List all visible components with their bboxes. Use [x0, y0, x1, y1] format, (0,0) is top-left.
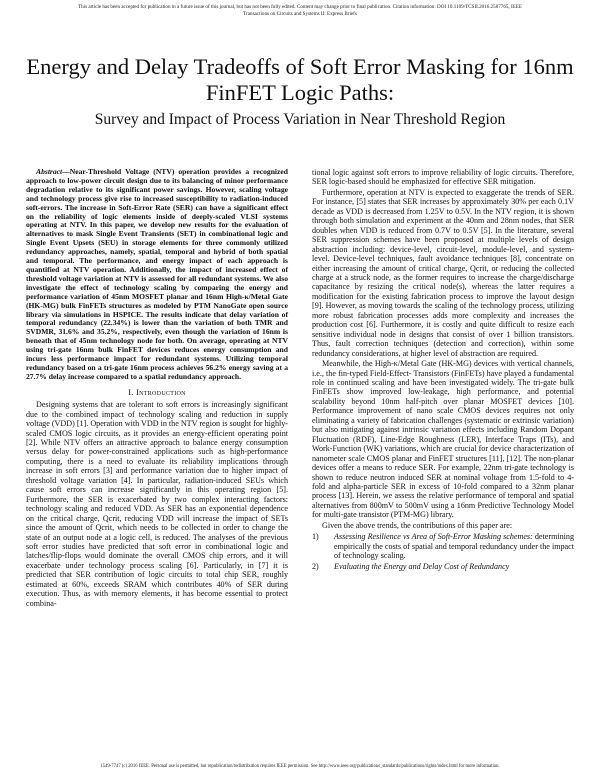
paper-title: Energy and Delay Tradeoffs of Soft Error Masking for 16nm FinFET Logic Paths: [26, 54, 574, 105]
journal-banner [0, 4, 600, 17]
intro-paragraph-3: Meanwhile, the High-κ/Metal Gate (HK-MG) devices with vertical channels, i.e., the fin-typed Field-Effect- Transistors (FinFETs) have played a fundamental role in continued scaling and have been investigated widely. The tri-gate bulk FinFETs show improved low-leakage, high performance, and potential scalability beyond 10nm half-pitch over planar MOSFET devices [10]. Performance improvement of nano scale CMOS devices requires not only eliminating a variety of fabrication challenges (systematic or extrinsic variation) but also mitigating against intrinsic variation effects including Random Dopant Fluctuation (RDF), Line-Edge Roughness (LER), Interface Traps (ITs), and Work-Function (WK) variations, which are crucial for device characterization of nanometer scale CMOS planar and FinFET structures [11], [12]. The non-planar devices offer a means to reduce SER. For example, 22nm tri-gate technology is shown to reduce neutron induced SER at nominal voltage from 1.5-fold to 4-fold and alpha-particle SER in excess of 10-fold compared to a 32nm planar process [13]. Herein, we assess the relative performance of temporal and spatial alternatives from 800mV to 500mV using a 16nm Predictive Technology Model for multi-gate transistor (PTM-MG) library. [312, 359, 574, 520]
contributions-list [312, 532, 574, 571]
intro-paragraph-2: Furthermore, operation at NTV is expected to exaggerate the trends of SER. For instance, [5] states that SER increases by approximately 30% per each 0.1V decade as VDD is decreased from 1.25V to 0.5V. In the NTV region, it is shown through both simulation and experiment at the 40nm and 28nm nodes, that SER doubles when VDD is reduced from 0.7V to 0.5V [5]. In the literature, several SER suppression schemes have been proposed at multiple levels of design abstraction including: device-level, circuit-level, module-level, and system-level. Device-level techniques, fault avoidance techniques [8], concentrate on either increasing the amount of critical charge, Qcrit, or reducing the collected charge at a struck node, as the former requires to increase the charge/discharge capacitance by resizing the critical node(s), whereas the latter requires a modification for the existing fabrication process to improve the layout design [9]. However, as moving towards the scaling of the technology process, utilizing more robust fabrication processes adds more complexity and increases the production cost [6]. Furthermore, it is costly and quite difficult to resize each sensitive individual node in designs that consist of over 1 billion transistors. Thus, fault correction techniques (detection and correction), within some redundancy considerations, at higher level of abstraction are required. [312, 187, 574, 358]
intro-paragraph-continued: tional logic against soft errors to improve reliability of logic circuits. Therefore, SER logic-based should be emphasized for effective SER mitigation. [312, 168, 574, 187]
contribution-lead: Assessing Resilience vs Area of Soft-Error Masking schemes: [334, 532, 533, 542]
copyright-footer: 1549-7747 (c) 2016 IEEE. Personal use is permitted, but republication/redistribution requires IEEE permission. See http://www.ieee.org/publications_standards/publications/rights/index.html for more information. [100, 764, 500, 769]
contribution-text [334, 562, 574, 571]
intro-paragraph-1: Designing systems that are tolerant to soft errors is increasingly significant due to the combined impact of technology scaling and reduction in supply voltage (VDD) [1]. Operation with VDD in the NTV region is sought for highly-scaled CMOS logic circuits, as it provides an energy-efficient operating point [2]. While NTV offers an attractive approach to balance energy consumption versus delay for power-constrained applications such as high-performance computing, there is a need to evaluate its reliability implications through increase in soft errors [3] and performance variation due to higher impact of threshold voltage variation [4]. In particular, radiation-induced SEUs which cause soft errors can increase significantly in this operating region [5]. Furthermore, the SER is exacerbated by two complex interacting factors: technology scaling and reduced VDD. As SER has an exponential dependence on the critical charge, Qcrit, reducing VDD will increase the impact of SETs since the amount of Qcrit, which needs to be collected in order to change the state of an output node at a logic cell, is reduced. The analyses of the previous soft error studies have predicted that soft error in combinational logic and latches/flip-flops would dominate the overall CMOS chip errors, and it will exacerbate under technology process scaling [6]. Particularly, in [7] it is predicted that SER contribution of logic circuits to total chip SER, roughly estimated at 60%, exceeds SRAM which contributes 40% of SER during execution. Thus, as with memory elements, it has become essential to protect combina- [26, 400, 288, 608]
banner-line-2: Transactions on Circuits and Systems II: Express Briefs [243, 10, 357, 17]
paper-subtitle: Survey and Impact of Process Variation in Near Threshold Region [94, 111, 506, 128]
section-heading-introduction: I. Introduction [128, 387, 186, 397]
contribution-text [334, 532, 574, 560]
contribution-rest: determining empirically the costs of spatial and temporal redundancy under the impact of technology scaling. [334, 532, 574, 561]
contribution-lead: Evaluating the Energy and Delay Cost of Redundancy [334, 561, 510, 571]
contribution-item [312, 562, 574, 571]
contribution-number: 1) [312, 532, 319, 542]
contribution-number: 2) [312, 561, 319, 571]
left-column [26, 168, 288, 609]
intro-paragraph-4: Given the above trends, the contributions of this paper are: [322, 520, 513, 530]
banner-line-1: This article has been accepted for publication in a future issue of this journal, but has not been fully edited. Content may change prior to final publication. Citation information: DOI 10.1109/TCSII.2016.2587765, IEEE [78, 4, 522, 10]
abstract [26, 168, 288, 382]
contribution-item [312, 532, 574, 560]
title-block [24, 54, 576, 129]
right-column [312, 168, 574, 572]
abstract-label: Abstract [36, 167, 63, 176]
abstract-text: —Near-Threshold Voltage (NTV) operation provides a recognized approach to low-power circuit design due to its balancing of minor performance degradation relative to its significant power savings. However, scaling voltage and technology process give rise to increased susceptibility to radiation-induced soft-errors. The increase in Soft-Error Rate (SER) can have a significant effect on the reliability of logic elements inside of deeply-scaled VLSI systems operating at NTV. In this paper, we develop new results for the evaluation of alternatives to mask Single Event Transients (SET) in combinational logic and Single Event Upsets (SEU) in storage elements for three commonly utilized redundancy approaches, namely, spatial, temporal and hybrid of both spatial and temporal. The performance, and energy impact of each approach is quantified at NTV operation. Additionally, the impact of increased effect of threshold voltage variation at NTV is assessed for all redundant systems. We also investigate the effect of technology scaling by comparing the energy and performance variation of 45nm MOSFET planar and 16nm High-κ/Metal Gate (HK-MG) bulk FinFETs structures as modeled by PTM NanoGate open source library via simulations in HSPICE. The results indicate that delay variation of temporal redundancy (22.34%) is lower than the variation of both TMR and SVDMR, 31.6% and 35.2%, respectively, even though the variation of 16nm is beneath that of 45nm technology node for both. On average, operating at NTV using tri-gate 16nm bulk FinFET devices reduces energy consumption and incurs less performance impact for redundant systems. Utilizing temporal redundancy based on a tri-gate 16nm process achieves 56.2% energy saving at a 27.7% delay increase compared to a spatial redundancy approach. [26, 167, 288, 381]
